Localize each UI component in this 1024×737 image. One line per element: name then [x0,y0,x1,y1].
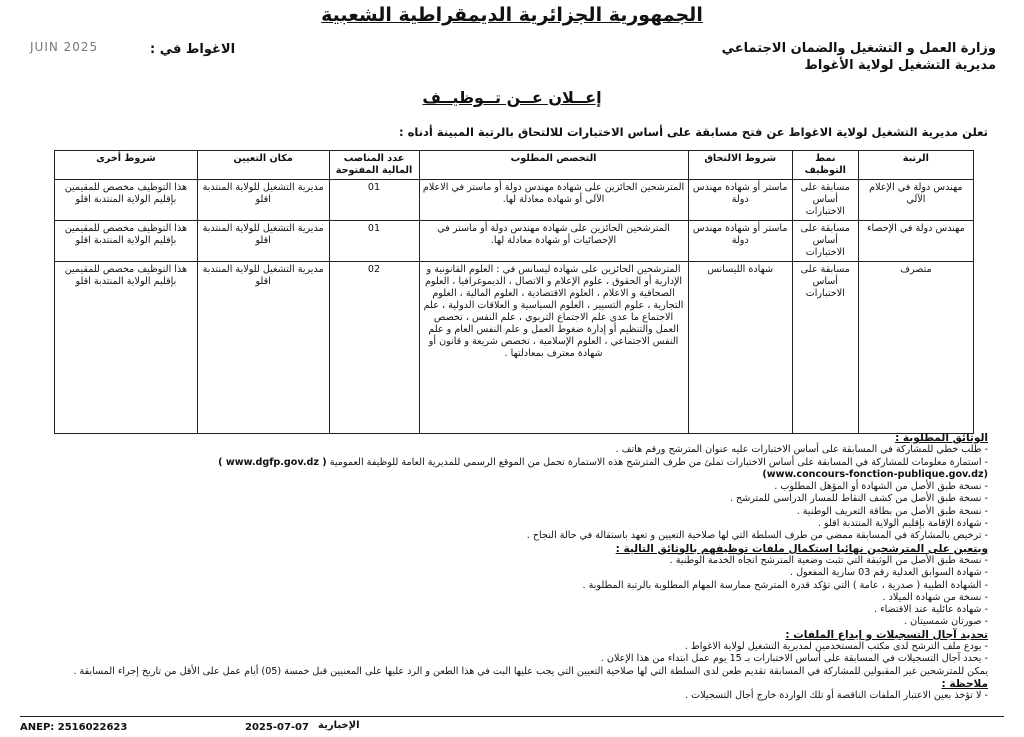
cell-specialty: المترشحين الحائزين على شهادة مهندس دولة أو ماستر في الاعلام الآلي أو شهادة معادلة لها. [419,180,688,221]
cell-posts: 02 [329,262,419,434]
deadline-item: - يودع ملف الترشح لدى مكتب المستخدمين لمديرية التشغيل لولاية الاغواط . [684,641,988,653]
final-doc-item: - شهادة السوابق العدلية رقم 03 سارية المفعول . [789,567,988,579]
document-item: - نسخة طبق الأصل من بطاقة التعريف الوطنية . [796,505,988,517]
positions-table [54,150,974,434]
cell-mode: مسابقة على أساس الاختبارات [792,180,858,221]
republic-title: الجمهورية الجزائرية الديمقراطية الشعبية [321,4,703,26]
document-item: - ترخيص بالمشاركة في المسابقة ممضي من طرف السلطة التي لها صلاحية التعيين و تعهد باستقالة في حالة النجاح . [526,530,988,542]
cell-other: هذا التوظيف مخصص للمقيمين بإقليم الولاية المنتدبة اقلو [55,262,198,434]
final-doc-item: - الشهادة الطبية ( صدرية ، عامة ) التي تؤكد قدرة المترشح ممارسة المهام المطلوبة بالرتبة المطلوبة . [582,579,988,591]
final-doc-item: - صورتان شمسيتان . [904,616,988,628]
dgfp-link[interactable]: ( www.dgfp.gov.dz ) [218,456,327,468]
header-grade: الرتبة [858,151,973,180]
notes-title: ملاحظة : [941,677,988,690]
date-stamp: JUIN 2025 [30,40,99,54]
document-item: - نسخة طبق الأصل من كشف النقاط للمسار الدراسي للمترشح . [729,493,988,505]
document-item: - شهادة الإقامة بإقليم الولاية المنتدبة اقلو . [817,518,988,530]
cell-specialty: المترشحين الحائزين على شهادة مهندس دولة أو ماستر في الإحصائيات أو شهادة معادلة لها. [419,221,688,262]
header-specialty: التخصص المطلوب [419,151,688,180]
cell-other: هذا التوظيف مخصص للمقيمين بإقليم الولاية المنتدبة اقلو [55,180,198,221]
header-mode: نمط التوظيف [792,151,858,180]
ministry-name: وزارة العمل و التشغيل والضمان الاجتماعي [721,41,996,56]
final-docs-title: ويتعين على المترشحين نهائيا استكمال ملفات توظيفهم بالوثائق التالية : [615,542,988,555]
cell-posts: 01 [329,180,419,221]
table-row [55,221,974,262]
footer-divider [20,716,1004,717]
announcement-title: إعــلان عــن تــوظيــف [422,88,602,107]
final-doc-item: - شهادة عائلية عند الاقتضاء . [873,604,988,616]
header-conditions: شروط الالتحاق [688,151,792,180]
cell-place: مديرية التشغيل للولاية المنتدبة اقلو [197,221,329,262]
publication-date: 2025-07-07 [245,722,309,733]
cell-place: مديرية التشغيل للولاية المنتدبة اقلو [197,262,329,434]
anep-number: ANEP: 2516022623 [20,722,128,733]
cell-grade: مهندس دولة في الإحصاء [858,221,973,262]
document-item [38,469,988,481]
ministry-block [616,40,996,74]
table-row [55,262,974,434]
cell-grade: مهندس دولة في الإعلام الآلي [858,180,973,221]
deadline-item: - يحدد آجال التسجيلات في المسابقة على أساس الاختبارات بـ 15 يوم عمل ابتداء من هذا الإعلان . [600,653,988,665]
cell-posts: 01 [329,221,419,262]
deadline-item: يمكن للمترشحين غير المقبولين للمشاركة في المسابقة تقديم طعن لدى السلطة التي لها صلاحية التعيين التي يجب عليها البت في هذا الطعن و الرد عليها على المعنيين قبل خمسة (05) أيام عمل على الأقل من تاريخ إجراء المسابقة . [73,665,988,677]
date-label: الاغواط في : [150,42,236,57]
final-doc-item: - نسخة من شهادة الميلاد . [882,591,988,603]
cell-specialty: المترشحين الحائزين على شهادة ليسانس في : العلوم القانونية و الإدارية أو الحقوق ، علوم الإعلام و الاتصال ، الديموغرافيا ، العلوم الصحافية و الاعلام ، العلوم الاقتصادية ، العلوم المالية ، العلوم التجارية ، علوم التسيير ، العلوم السياسية و العلاقات الدولية ، علم الاجتماع ما عدى علم الاجتماع التربوي ، علم النفس ، تخصص العمل والتنظيم أو إدارة ضغوط العمل و علم النفس العام و علم النفس الاجتماعي ، العلوم الإسلامية ، تخصص شريعة و قانون أو شهادة معترف بمعادلتها . [419,262,688,434]
concours-link[interactable]: (www.concours-fonction-publique.gov.dz) [762,468,988,480]
table-row [55,180,974,221]
header-place: مكان التعيين [197,151,329,180]
cell-mode: مسابقة على أساس الاختبارات [792,221,858,262]
cell-grade: متصرف [858,262,973,434]
cell-conditions: شهادة الليسانس [688,262,792,434]
document-item: - طلب خطي للمشاركة في المسابقة على أساس الاختبارات عليه عنوان المترشح ورقم هاتف . [615,444,988,456]
header-posts: عدد المناصب المالية المفتوحة [329,151,419,180]
cell-place: مديرية التشغيل للولاية المنتدبة اقلو [197,180,329,221]
cell-mode: مسابقة على أساس الاختبارات [792,262,858,434]
cell-other: هذا التوظيف مخصص للمقيمين بإقليم الولاية المنتدبة اقلو [55,221,198,262]
cell-conditions: ماستر أو شهادة مهندس دولة [688,180,792,221]
newspaper-name: الإخبارية [318,720,360,731]
directorate-name: مديرية التشغيل لولاية الأغواط [804,58,996,73]
note-item: - لا تؤخذ بعين الاعتبار الملفات الناقصة أو تلك الواردة خارج أجال التسجيلات . [685,690,988,702]
table-header-row [55,151,974,180]
deadlines-title: تحديد آجال التسجيلات و إيداع الملفات : [785,628,988,641]
final-doc-item: - نسخة طبق الأصل من الوثيقة التي تثبت وضعية المترشح اتجاه الخدمة الوطنية . [669,554,988,566]
header-other: شروط أخرى [55,151,198,180]
documents-section [38,432,988,703]
document-item: - استمارة معلومات للمشاركة في المسابقة على أساس الاختبارات تملئ من طرف المترشح هذه الاستمارة تحمل من الموقع الرسمي للمديرية العامة للوظيفة العمومية ( www.dgfp.gov.dz ) [218,456,988,468]
documents-title: الوثائق المطلوبة : [895,432,988,444]
document-item: - نسخة طبق الأصل من الشهادة أو المؤهل المطلوب . [774,481,988,493]
cell-conditions: ماستر أو شهادة مهندس دولة [688,221,792,262]
announcement-intro: تعلن مديرية التشغيل لولاية الاغواط عن فتح مسابقة على أساس الاختبارات للالتحاق بالرتبة المبينة أدناه : [399,125,988,139]
